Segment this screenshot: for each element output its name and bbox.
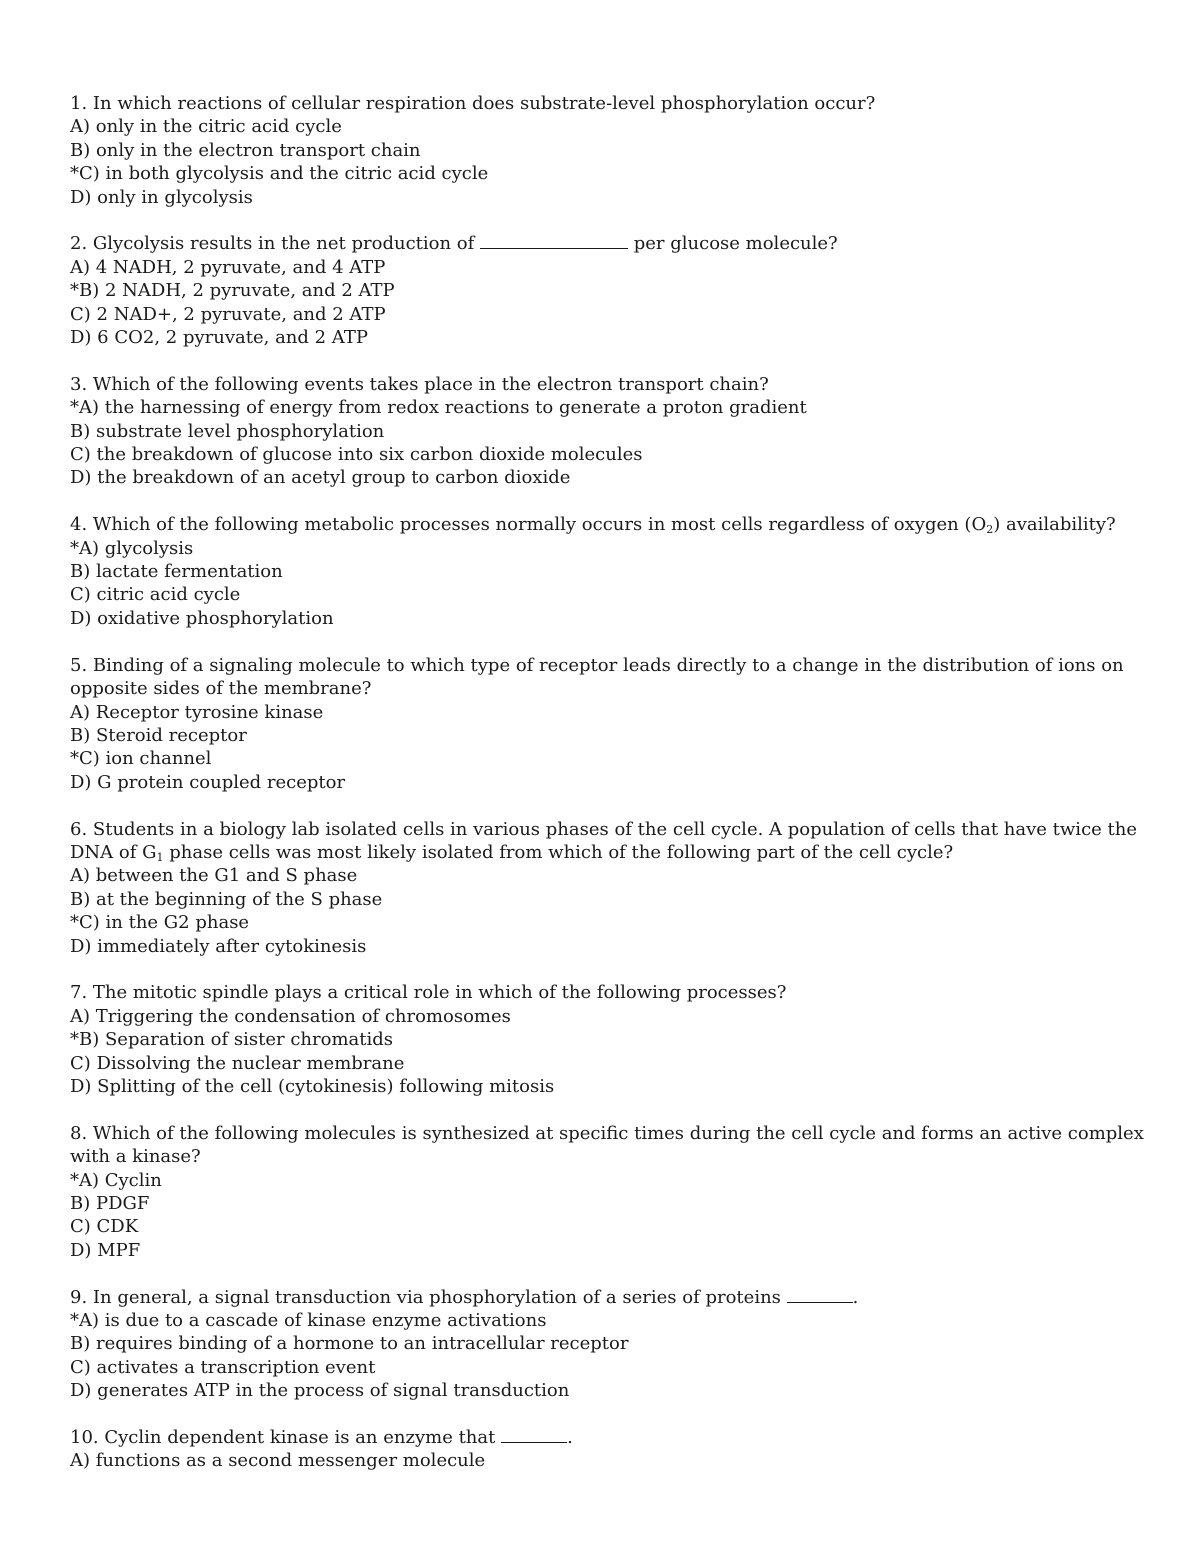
answer-blank <box>787 1286 853 1303</box>
option-a: A) 4 NADH, 2 pyruvate, and 4 ATP <box>70 256 386 278</box>
option-d: D) Splitting of the cell (cytokinesis) following mitosis <box>70 1075 555 1097</box>
option-a: A) Triggering the condensation of chromosomes <box>70 1005 511 1027</box>
option-d: D) G protein coupled receptor <box>70 771 346 793</box>
quiz-page <box>70 92 1150 1496</box>
question-text: 1. In which reactions of cellular respiration does substrate-level phosphorylation occur? <box>70 93 876 114</box>
question-text-before: 2. Glycolysis results in the net production of <box>70 233 481 255</box>
question-text: 8. Which of the following molecules is synthesized at specific times during the cell cycle and forms an active complex with a kinase? <box>70 1122 1144 1168</box>
question-text: 7. The mitotic spindle plays a critical role in which of the following processes? <box>70 982 787 1004</box>
question-text-before: 10. Cyclin dependent kinase is an enzyme that <box>70 1427 502 1449</box>
question-text-before: 4. Which of the following metabolic processes normally occurs in most cells regardless of oxygen (O <box>70 514 987 536</box>
option-d: D) 6 CO2, 2 pyruvate, and 2 ATP <box>70 327 368 349</box>
option-d: D) the breakdown of an acetyl group to carbon dioxide <box>70 467 571 489</box>
option-a: *A) glycolysis <box>70 537 194 559</box>
option-c: C) CDK <box>70 1216 139 1238</box>
option-b: B) requires binding of a hormone to an intracellular receptor <box>70 1333 629 1355</box>
question-text: 5. Binding of a signaling molecule to which type of receptor leads directly to a change in the distribution of ions on opposite sides of the membrane? <box>70 654 1124 700</box>
option-c: C) 2 NAD+, 2 pyruvate, and 2 ATP <box>70 303 386 325</box>
question-text-before: 6. Students in a biology lab isolated cells in various phases of the cell cycle. A population of cells that have twice the DNA of G <box>70 818 1138 863</box>
question-9 <box>70 1286 1150 1403</box>
answer-blank <box>480 232 628 249</box>
question-3 <box>70 373 1150 490</box>
option-b: *B) 2 NADH, 2 pyruvate, and 2 ATP <box>70 280 395 302</box>
option-b: B) only in the electron transport chain <box>70 139 421 161</box>
option-c: *C) in both glycolysis and the citric acid cycle <box>70 163 489 185</box>
question-8 <box>70 1122 1150 1262</box>
question-5 <box>70 654 1150 794</box>
answer-blank <box>501 1426 567 1443</box>
option-a: A) Receptor tyrosine kinase <box>70 701 324 723</box>
option-c: C) Dissolving the nuclear membrane <box>70 1052 405 1074</box>
option-a: *A) Cyclin <box>70 1169 162 1191</box>
option-a: A) functions as a second messenger molecule <box>70 1450 486 1472</box>
option-b: B) PDGF <box>70 1192 150 1214</box>
option-a: *A) is due to a cascade of kinase enzyme activations <box>70 1310 547 1331</box>
question-text <box>70 232 1150 255</box>
option-b: B) substrate level phosphorylation <box>70 420 385 442</box>
question-text <box>70 513 1150 536</box>
subscript: 1 <box>156 850 164 864</box>
subscript: 2 <box>986 523 994 537</box>
option-c: C) citric acid cycle <box>70 584 241 606</box>
option-b: B) at the beginning of the S phase <box>70 888 383 910</box>
option-c: C) the breakdown of glucose into six carbon dioxide molecules <box>70 444 643 466</box>
option-d: D) MPF <box>70 1239 141 1261</box>
question-10 <box>70 1426 1150 1473</box>
question-text-after: phase cells was most likely isolated from which of the following part of the cell cycle? <box>163 841 954 863</box>
option-d: D) generates ATP in the process of signal transduction <box>70 1380 570 1402</box>
option-b: B) lactate fermentation <box>70 561 283 583</box>
option-c: *C) ion channel <box>70 748 212 770</box>
question-text-after: . <box>852 1286 859 1308</box>
question-text-before: 9. In general, a signal transduction via phosphorylation of a series of proteins <box>70 1286 787 1308</box>
question-2 <box>70 232 1150 349</box>
option-d: D) oxidative phosphorylation <box>70 607 334 629</box>
question-6 <box>70 818 1150 958</box>
question-text <box>70 1426 1150 1449</box>
question-text-after: ) availability? <box>993 514 1116 536</box>
question-text-after: per glucose molecule? <box>628 233 838 255</box>
option-a: A) between the G1 and S phase <box>70 865 358 887</box>
question-7 <box>70 981 1150 1098</box>
question-1 <box>70 92 1150 209</box>
option-a: *A) the harnessing of energy from redox reactions to generate a proton gradient <box>70 397 807 419</box>
question-text: 3. Which of the following events takes place in the electron transport chain? <box>70 373 769 395</box>
option-c: *C) in the G2 phase <box>70 912 250 934</box>
question-4 <box>70 513 1150 630</box>
question-text <box>70 1286 1150 1309</box>
option-c: C) activates a transcription event <box>70 1356 376 1378</box>
option-b: *B) Separation of sister chromatids <box>70 1029 394 1051</box>
option-b: B) Steroid receptor <box>70 724 247 746</box>
option-a: A) only in the citric acid cycle <box>70 116 342 138</box>
option-d: D) only in glycolysis <box>70 186 253 208</box>
question-text-after: . <box>567 1427 573 1449</box>
option-d: D) immediately after cytokinesis <box>70 935 367 957</box>
question-text <box>70 818 1150 865</box>
